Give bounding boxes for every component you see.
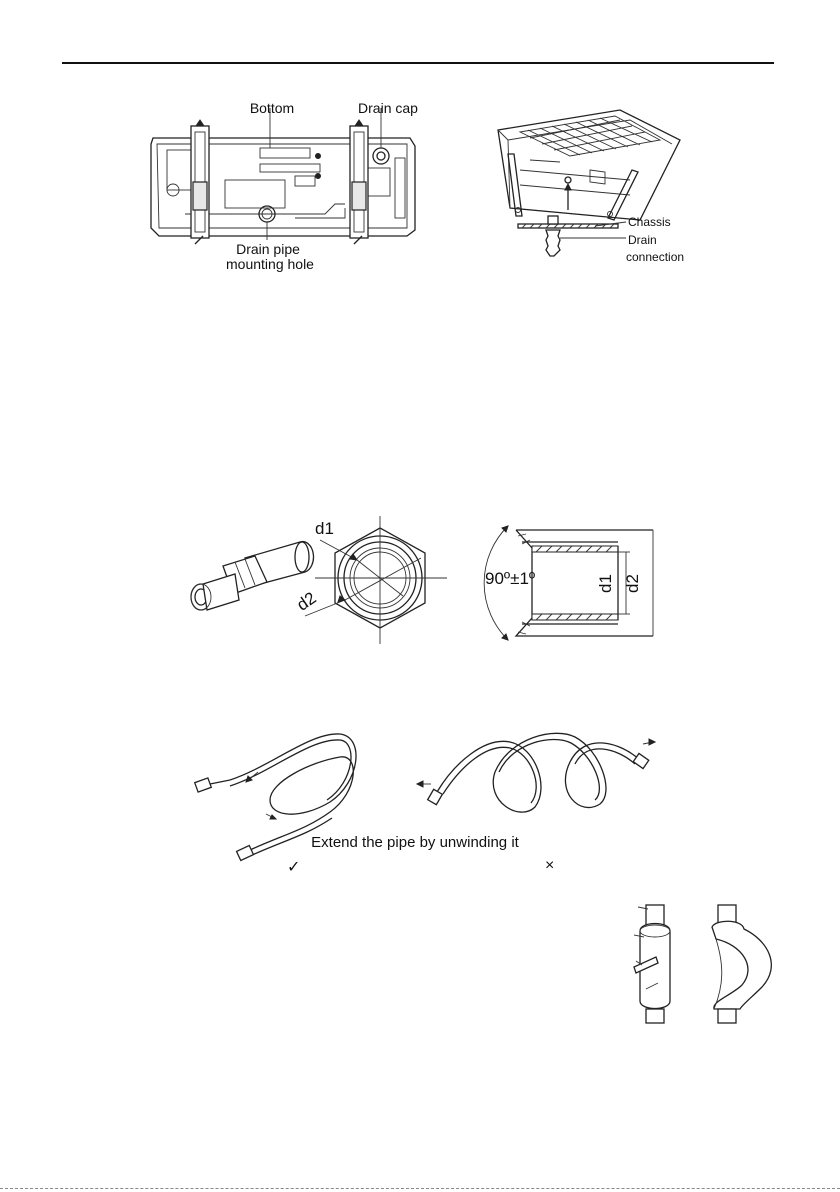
footer-dashed-rule (0, 1188, 840, 1189)
label-nut-d1: d1 (315, 519, 334, 538)
pipe-unwind-wrong-illustration (415, 722, 660, 814)
label-nut-d2: d2 (293, 588, 320, 615)
wrong-cross-mark: × (545, 857, 555, 874)
label-mounting-hole: mounting hole (226, 256, 314, 272)
label-section-d2: d2 (622, 574, 642, 593)
label-chassis: Chassis (628, 215, 671, 229)
label-drain: Drain (628, 233, 657, 247)
label-bottom: Bottom (249, 100, 295, 116)
correct-check-mark: ✓ (287, 859, 301, 876)
header-rule (62, 62, 774, 64)
pipe-insulation-illustration (632, 905, 782, 1030)
label-drain-pipe: Drain pipe (236, 241, 300, 257)
label-connection: connection (626, 250, 685, 264)
flare-nut-illustration (185, 520, 450, 648)
pipe-unwind-caption: Extend the pipe by unwinding it (311, 834, 519, 851)
label-angle: 90º±1º (485, 569, 536, 588)
label-drain-cap: Drain cap (358, 100, 418, 116)
unit-bottom-illustration (145, 118, 425, 248)
unit-drain-illustration (490, 100, 690, 270)
label-section-d1: d1 (595, 574, 615, 593)
